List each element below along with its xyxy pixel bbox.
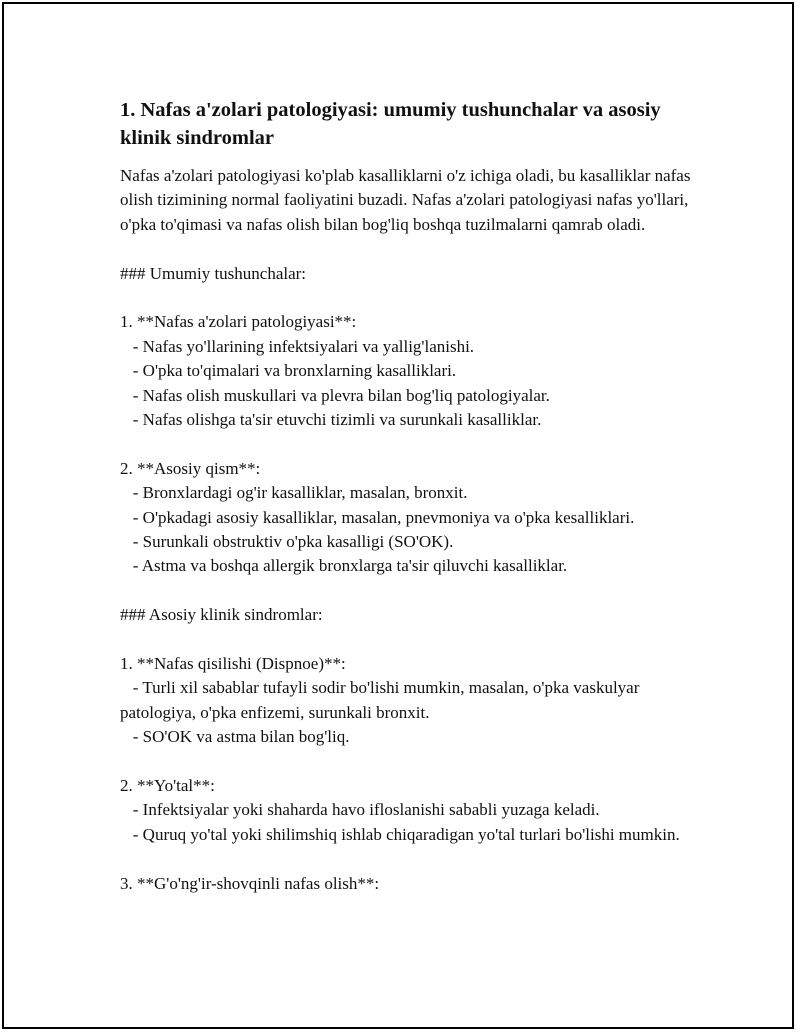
list-item: - Turli xil sabablar tufayli sodir bo'lishi mumkin, masalan, o'pka vaskulyar patologiya, o'pka enfizemi, surunkali bronxit. <box>120 678 644 722</box>
list-item: - Nafas olishga ta'sir etuvchi tizimli va surunkali kasalliklar. <box>120 410 542 430</box>
list-item: - Nafas yo'llarining infektsiyalari va yallig'lanishi. <box>120 336 475 356</box>
section-heading-general-concepts: ### Umumiy tushunchalar: <box>120 263 307 283</box>
blank-line <box>120 286 700 310</box>
intro-paragraph: Nafas a'zolari patologiyasi ko'plab kasalliklarni o'z ichiga oladi, bu kasalliklar nafas olish tizimining normal faoliyatini buzadi. Nafas a'zolari patologiyasi nafas yo'llari, o'pka to'qimasi va nafas olish bilan bog'liq boshqa tuzilmalarni qamrab oladi. <box>120 166 695 234</box>
list-item: - Bronxlardagi og'ir kasalliklar, masalan, bronxit. <box>120 483 468 503</box>
list-item: - Nafas olish muskullari va plevra bilan bog'liq patologiyalar. <box>120 385 550 405</box>
blank-line <box>120 628 700 652</box>
page-frame <box>2 2 794 1029</box>
list-item: - Infektsiyalar yoki shaharda havo ifloslanishi sababli yuzaga keladi. <box>120 800 600 820</box>
list-item: - O'pkadagi asosiy kasalliklar, masalan, pnevmoniya va o'pka kesalliklari. <box>120 507 635 527</box>
document-body <box>120 237 700 896</box>
blank-line <box>120 237 700 261</box>
list-heading: 2. **Yo'tal**: <box>120 776 215 796</box>
list-item: - O'pka to'qimalari va bronxlarning kasalliklari. <box>120 361 457 381</box>
list-heading: 1. **Nafas qisilishi (Dispnoe)**: <box>120 654 346 674</box>
blank-line <box>120 579 700 603</box>
list-item: - Surunkali obstruktiv o'pka kasalligi (SO'OK). <box>120 532 454 552</box>
document-title: 1. Nafas a'zolari patologiyasi: umumiy tushunchalar va asosiy klinik sindromlar <box>120 99 661 149</box>
section-heading-clinical-syndromes: ### Asosiy klinik sindromlar: <box>120 605 323 625</box>
list-heading: 3. **G'o'ng'ir-shovqinli nafas olish**: <box>120 873 380 893</box>
blank-line <box>120 432 700 456</box>
document-content <box>120 96 700 896</box>
list-heading: 1. **Nafas a'zolari patologiyasi**: <box>120 312 357 332</box>
list-item: - Quruq yo'tal yoki shilimshiq ishlab chiqaradigan yo'tal turlari bo'lishi mumkin. <box>120 824 680 844</box>
list-item: - Astma va boshqa allergik bronxlarga ta'sir qiluvchi kasalliklar. <box>120 556 568 576</box>
blank-line <box>120 750 700 774</box>
list-heading: 2. **Asosiy qism**: <box>120 458 261 478</box>
list-item: - SO'OK va astma bilan bog'liq. <box>120 727 350 747</box>
blank-line <box>120 847 700 871</box>
